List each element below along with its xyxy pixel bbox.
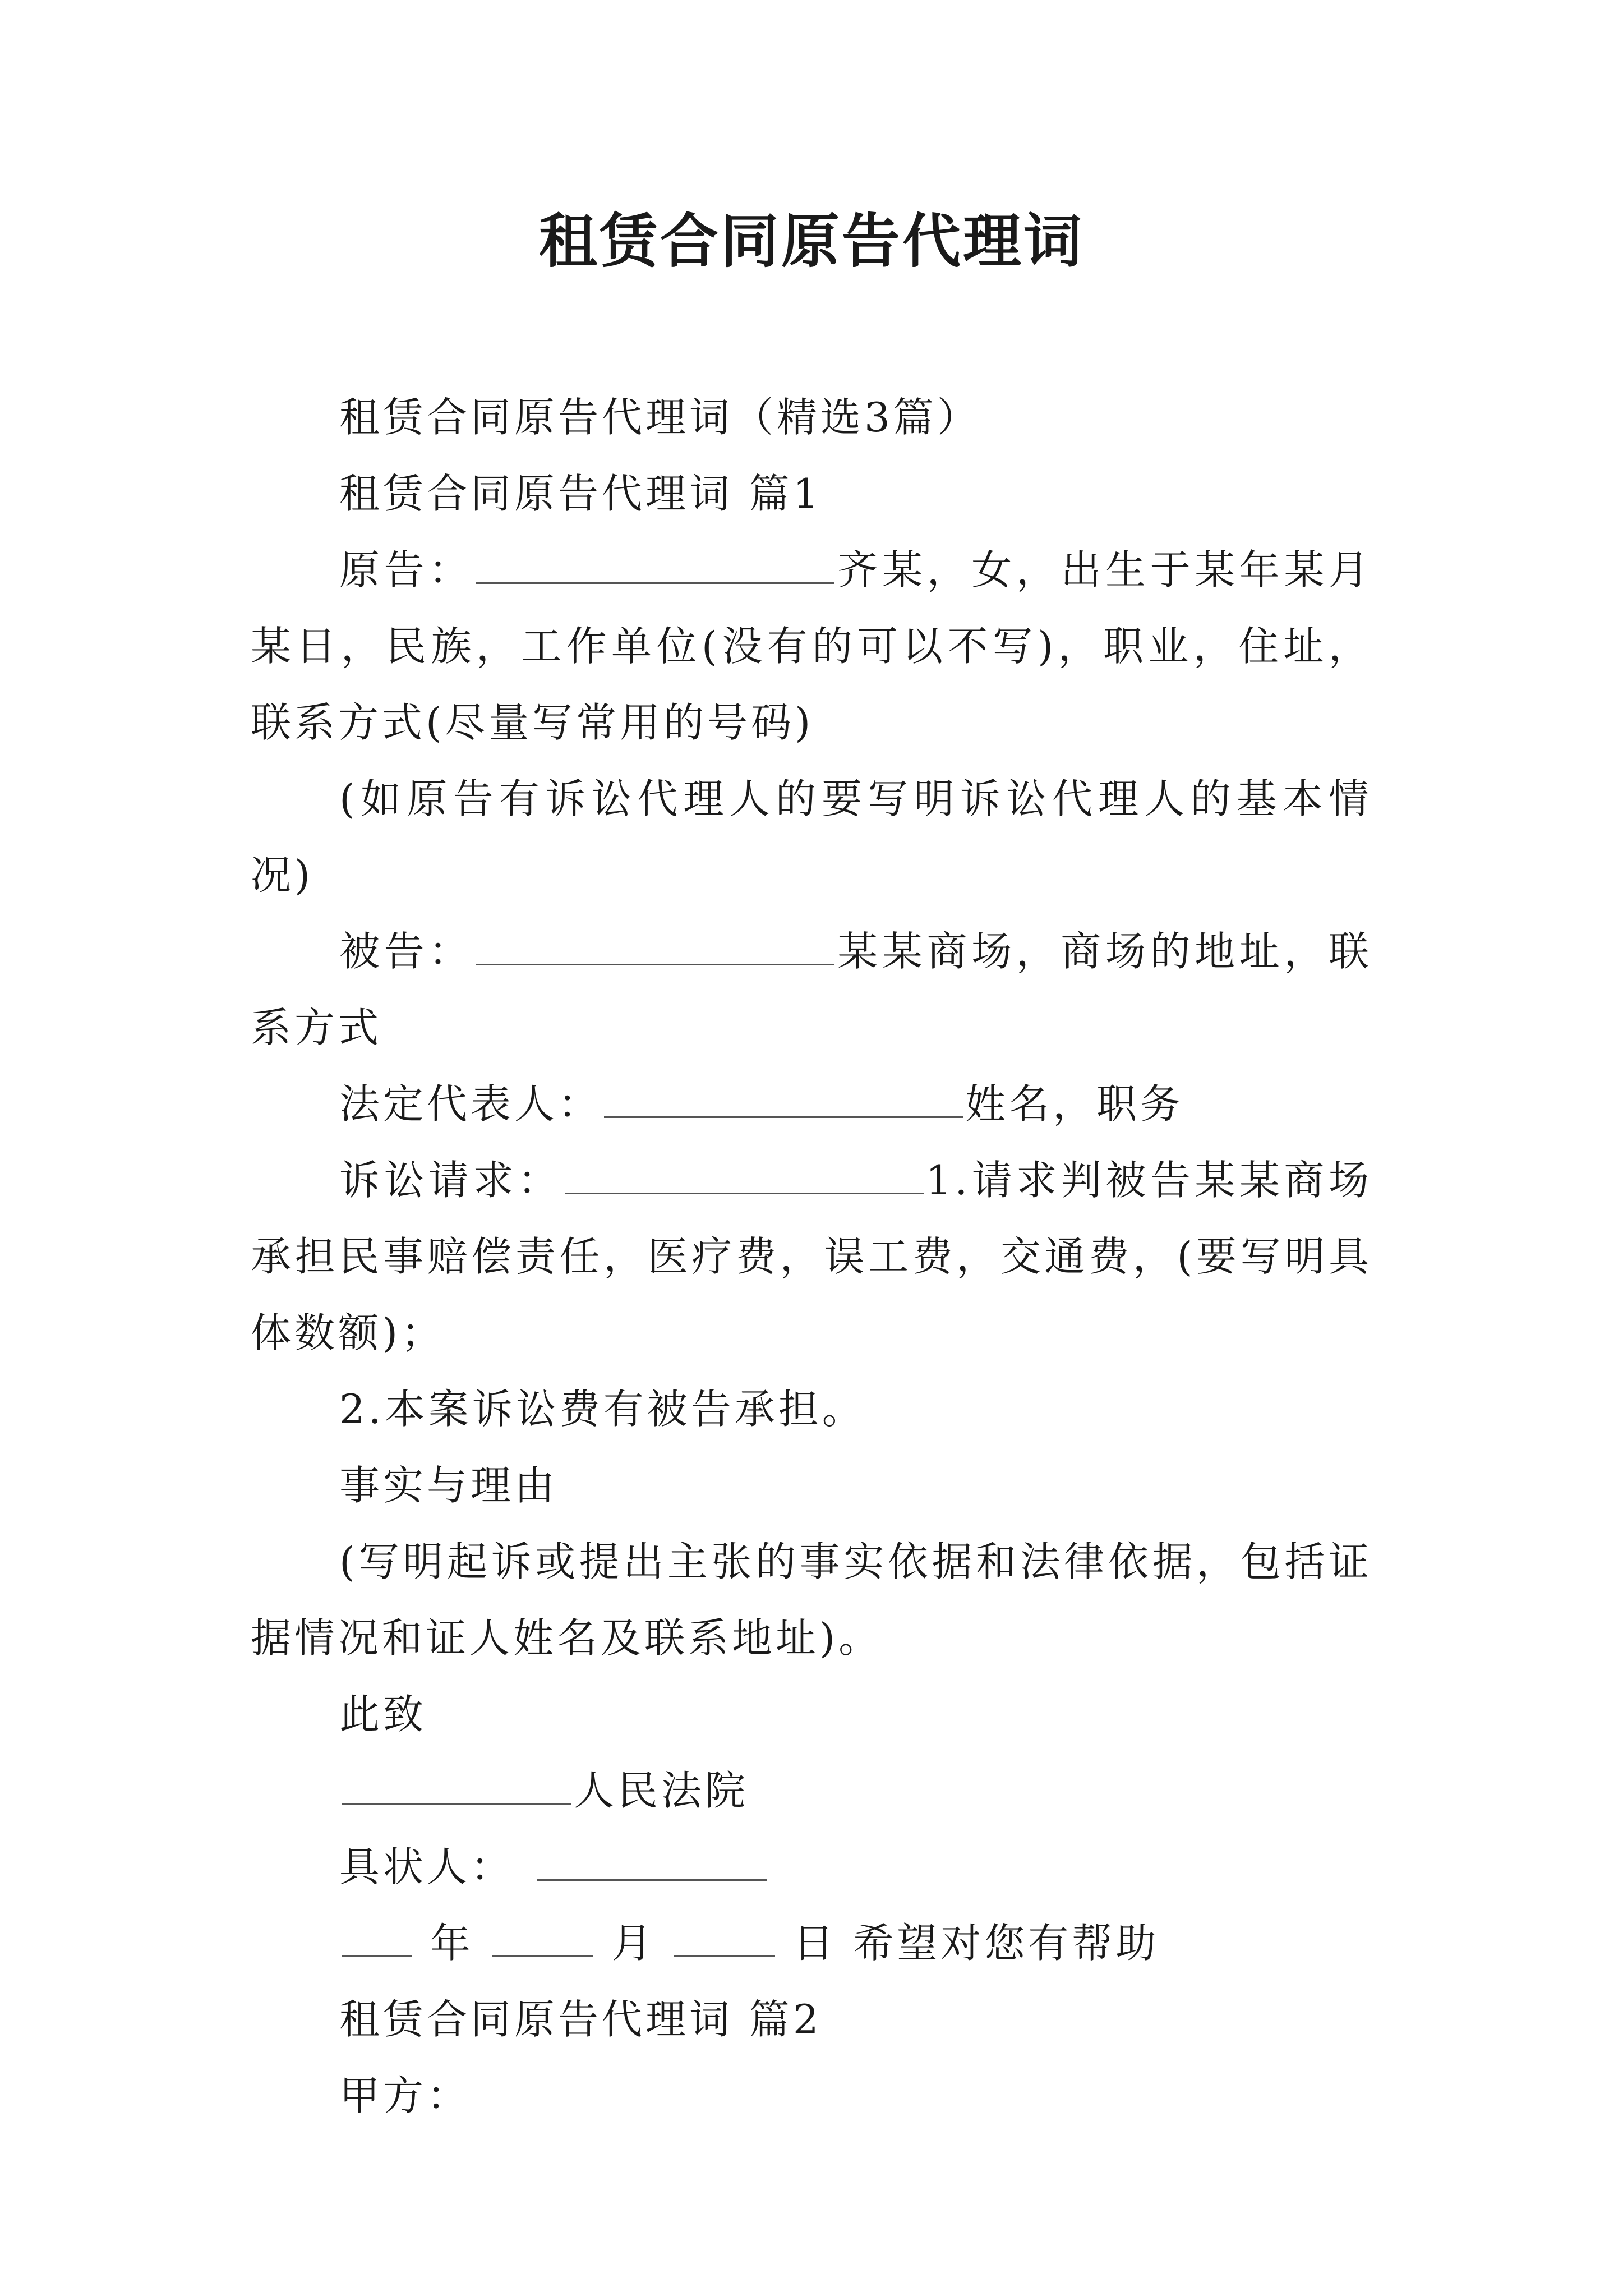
document-body xyxy=(251,379,1372,2134)
signer-blank-line xyxy=(537,1842,767,1881)
year-blank-line xyxy=(342,1918,412,1957)
plaintiff-label: 原告： xyxy=(339,546,473,593)
paragraph-signer xyxy=(251,1829,1372,1905)
paragraph-party-a: 甲方： xyxy=(339,2072,471,2119)
paragraph-court xyxy=(251,1752,1372,1829)
date-tail-text: 希望对您有帮助 xyxy=(853,1920,1160,1967)
paragraph-litigation-fee: 2.本案诉讼费有被告承担。 xyxy=(339,1386,866,1433)
claims-blank-line xyxy=(565,1156,924,1194)
paragraph-claims xyxy=(251,1142,1372,1371)
paragraph-facts-note: (写明起诉或提出主张的事实依据和法律依据，包括证据情况和证人姓名及联系地址)。 xyxy=(251,1538,1372,1662)
plaintiff-blank-line xyxy=(476,545,834,584)
defendant-blank-line xyxy=(476,927,834,965)
court-text: 人民法院 xyxy=(574,1767,749,1814)
paragraph-agent-note: (如原告有诉讼代理人的要写明诉讼代理人的基本情况) xyxy=(251,775,1372,899)
claims-text: 1.请求判被告某某商场承担民事赔偿责任，医疗费，误工费，交通费，(要写明具体数额)； xyxy=(251,1157,1372,1356)
claims-label: 诉讼请求： xyxy=(339,1157,562,1204)
paragraph-section-heading-2: 租赁合同原告代理词 篇2 xyxy=(339,1996,822,2043)
legal-representative-text: 姓名，职务 xyxy=(965,1080,1184,1128)
defendant-text: 某某商场，商场的地址，联系方式 xyxy=(251,928,1372,1051)
paragraph-plaintiff xyxy=(251,532,1372,761)
day-label: 日 xyxy=(793,1920,837,1967)
paragraph-salutation: 此致 xyxy=(339,1691,427,1738)
document-title: 租赁合同原告代理词 xyxy=(538,206,1084,275)
month-label: 月 xyxy=(611,1920,656,1967)
paragraph-facts-heading: 事实与理由 xyxy=(339,1462,559,1509)
defendant-label: 被告： xyxy=(339,928,473,975)
legal-representative-label: 法定代表人： xyxy=(339,1080,602,1128)
court-blank-line xyxy=(342,1766,571,1805)
paragraph-date xyxy=(251,1905,1372,1981)
year-label: 年 xyxy=(430,1920,474,1967)
paragraph-intro: 租赁合同原告代理词（精选3篇） xyxy=(339,394,981,441)
plaintiff-text: 齐某，女，出生于某年某月某日，民族，工作单位(没有的可以不写)，职业，住址，联系方式(尽量写常用的号码) xyxy=(251,546,1372,746)
legal-representative-blank-line xyxy=(604,1079,963,1118)
paragraph-section-heading-1: 租赁合同原告代理词 篇1 xyxy=(339,470,822,517)
signer-label: 具状人： xyxy=(339,1843,515,1890)
paragraph-defendant xyxy=(251,913,1372,1066)
paragraph-legal-representative xyxy=(251,1066,1372,1142)
day-blank-line xyxy=(674,1918,775,1957)
month-blank-line xyxy=(492,1918,593,1957)
